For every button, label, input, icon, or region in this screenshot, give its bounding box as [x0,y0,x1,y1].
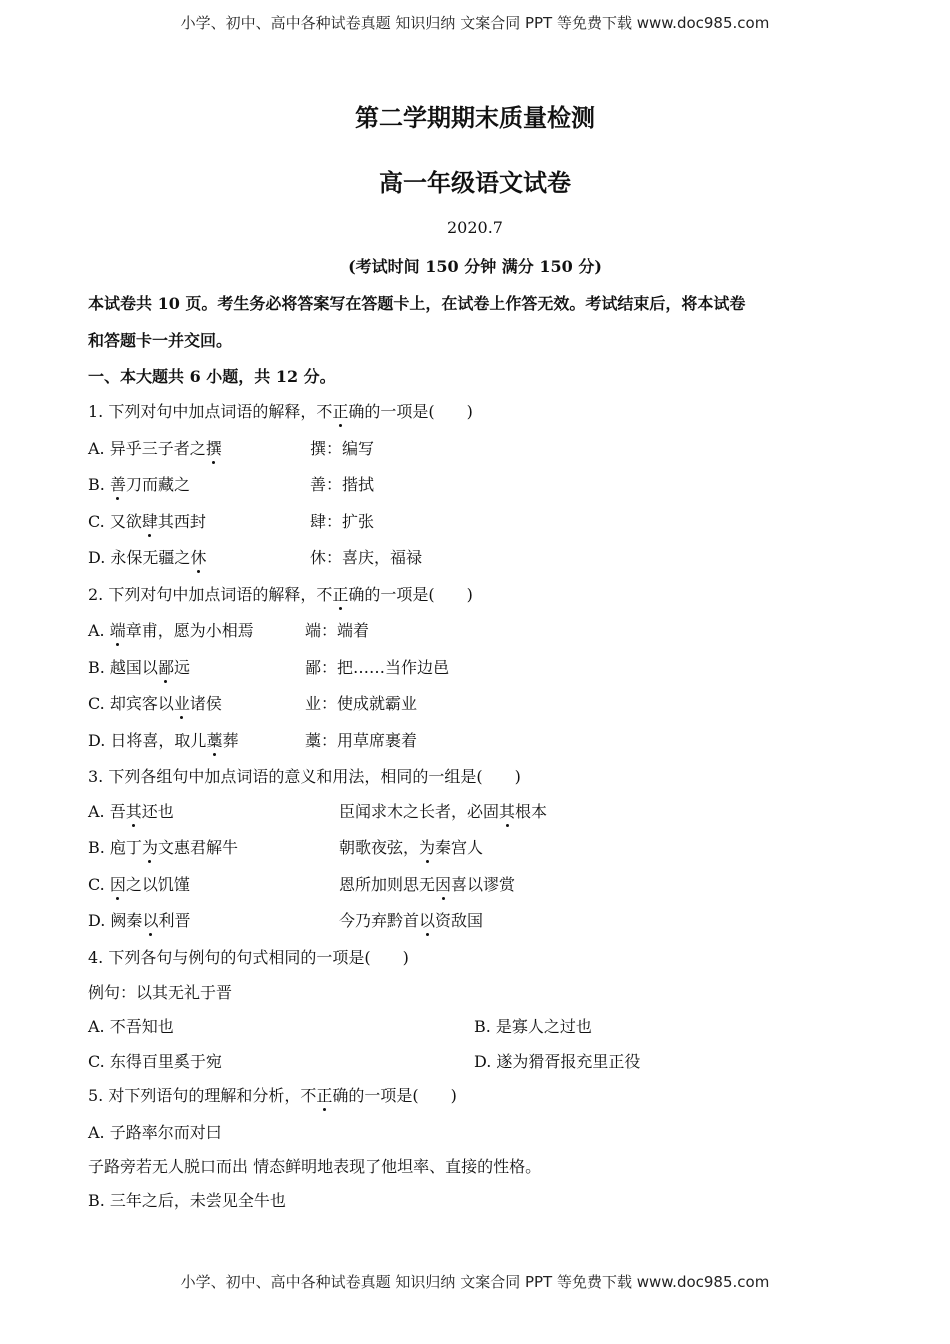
q3-option-d: D. 阙秦以利晋 [88,908,190,931]
exam-subtitle: 高一年级语文试卷 [379,168,571,197]
q3-option-c-compare: 恩所加则思无因喜以谬赏 [339,872,515,895]
header-banner: 小学、初中、高中各种试卷真题 知识归纳 文案合同 PPT 等免费下载 www.doc985.com [180,14,770,32]
q5-option-a-note: 子路旁若无人脱口而出 情态鲜明地表现了他坦率、直接的性格。 [88,1157,542,1176]
section-heading: 一、本大题共 6 小题，共 12 分。 [88,367,336,386]
footer-banner: 小学、初中、高中各种试卷真题 知识归纳 文案合同 PPT 等免费下载 www.doc985.com [180,1273,770,1291]
dotted-word: 不正确 [316,399,364,422]
q2-gloss-c: 业：使成就霸业 [305,694,418,713]
dotted-word: 端 [110,618,126,641]
q5-option-b: B. 三年之后，未尝见全牛也 [88,1191,286,1210]
q4-option-c: C. 东得百里奚于宛 [88,1052,222,1071]
q1-gloss-c: 肆：扩张 [310,512,375,531]
q4-option-d: D. 遂为猾胥报充里正役 [474,1052,641,1071]
dotted-word: 鄙 [158,655,174,678]
q3-option-b: B. 庖丁为文惠君解牛 [88,835,238,858]
q2-option-c: C. 却宾客以业诸侯 [88,691,222,714]
dotted-word: 以 [419,908,435,931]
q4-option-b: B. 是寡人之过也 [474,1017,592,1036]
dotted-word: 其 [499,799,515,822]
q1-option-c: C. 又欲肆其西封 [88,509,206,532]
question-4-stem: 4. 下列各句与例句的句式相同的一项是( ) [88,948,409,967]
q2-gloss-a: 端：端着 [305,621,370,640]
question-3-stem: 3. 下列各组句中加点词语的意义和用法，相同的一组是( ) [88,767,521,786]
dotted-word: 肆 [142,509,158,532]
q2-gloss-b: 鄙：把……当作边邑 [305,658,450,677]
q3-option-a-compare: 臣闻求木之长者，必固其根本 [339,799,547,822]
q1-gloss-a: 撰：编写 [310,439,375,458]
notice-line-2: 和答题卡一并交回。 [88,331,233,350]
dotted-word: 为 [419,835,435,858]
dotted-word: 撰 [206,436,222,459]
q5-option-a: A. 子路率尔而对曰 [88,1123,222,1142]
dotted-word: 藁 [206,728,222,751]
dotted-word: 为 [142,835,158,858]
q2-option-a: A. 端章甫，愿为小相焉 [88,618,254,641]
dotted-word: 其 [126,799,142,822]
exam-title: 第二学期期末质量检测 [355,103,595,132]
q1-option-b: B. 善刀而藏之 [88,472,190,495]
dotted-word: 因 [435,872,451,895]
question-5-stem: 5. 对下列语句的理解和分析，不正确的一项是( ) [88,1083,457,1106]
dotted-word: 不正确 [316,582,364,605]
q3-option-a: A. 吾其还也 [88,799,174,822]
dotted-word: 善 [110,472,126,495]
q2-option-b: B. 越国以鄙远 [88,655,190,678]
exam-date: 2020.7 [447,218,503,237]
q4-example: 例句：以其无礼于晋 [88,983,233,1002]
q2-option-d: D. 日将喜，取儿藁葬 [88,728,238,751]
question-1-stem: 1. 下列对句中加点词语的解释，不正确的一项是( ) [88,399,473,422]
dotted-word: 不正确 [300,1083,348,1106]
question-2-stem: 2. 下列对句中加点词语的解释，不正确的一项是( ) [88,582,473,605]
q1-gloss-d: 休：喜庆，福禄 [310,548,423,567]
q3-option-c: C. 因之以饥馑 [88,872,190,895]
dotted-word: 业 [174,691,190,714]
q1-option-a: A. 异乎三子者之撰 [88,436,222,459]
dotted-word: 因 [110,872,126,895]
q2-gloss-d: 藁：用草席裹着 [305,731,418,750]
q3-option-b-compare: 朝歌夜弦，为秦宫人 [339,835,483,858]
exam-info: (考试时间 150 分钟 满分 150 分) [348,257,602,276]
notice-line-1: 本试卷共 10 页。考生务必将答案写在答题卡上，在试卷上作答无效。考试结束后，将本试卷 [88,294,746,313]
dotted-word: 以 [142,908,158,931]
q1-gloss-b: 善：揩拭 [310,475,375,494]
q1-option-d: D. 永保无疆之休 [88,545,206,568]
dotted-word: 休 [190,545,206,568]
q3-option-d-compare: 今乃弃黔首以资敌国 [339,908,483,931]
q4-option-a: A. 不吾知也 [88,1017,174,1036]
